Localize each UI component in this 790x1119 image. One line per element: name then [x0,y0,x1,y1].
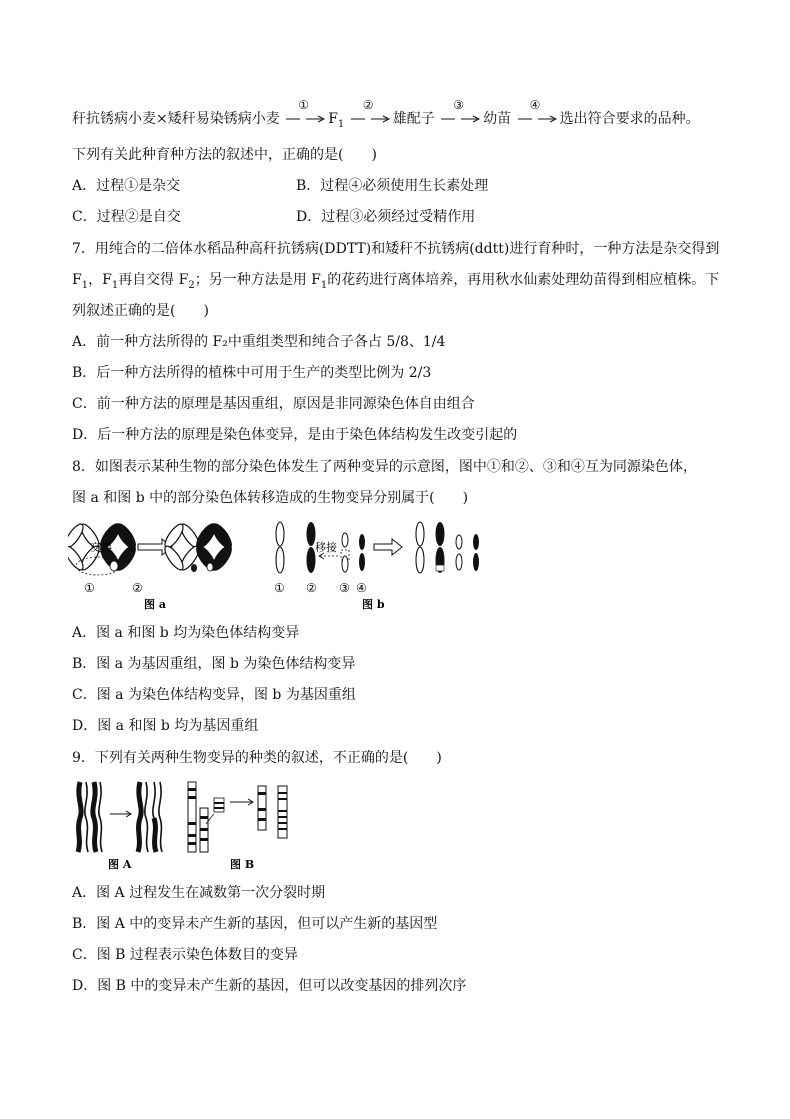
q6-option-a[interactable]: A．过程①是杂交 [72,178,181,194]
fig-B-result-chromosome-2 [278,786,287,838]
fig-A-caption: 图 A [108,858,132,870]
fig-B-caption: 图 B [230,858,255,870]
q8-option-d[interactable]: D．图 a 和图 b 均为基因重组 [72,718,259,734]
fig-b-label-2: ② [306,581,317,595]
q7-text: ，F [88,272,112,288]
q6-step-arrow-4 [516,98,560,128]
q7-text: 再自交得 F [118,272,189,288]
q6-step-num-1: ① [298,98,309,112]
q8-stem-line-1: 8．如图表示某种生物的部分染色体发生了两种变异的示意图，图中①和②、③和④互为同源染色体， [72,459,697,475]
q7-text: 的花药进行离体培养，再用秋水仙素处理幼苗得到相应植株。下 [327,272,720,288]
fig-b-result-2 [436,522,445,573]
fig-b-chromosome-3 [341,533,349,572]
fig-B-fragment [206,798,224,824]
q9-stem: 9．下列有关两种生物变异的种类的叙述，不正确的是( ) [72,750,442,766]
fig-b-label-4: ④ [356,581,367,595]
q8-option-b[interactable]: B．图 a 为基因重组，图 b 为染色体结构变异 [72,656,356,672]
q6-step-result-3: 幼苗 [483,111,512,127]
q6-step-sub-1: 1 [337,118,345,130]
q7-option-d[interactable]: D．后一种方法的原理是染色体变异，是由于染色体结构发生改变引起的 [72,427,518,443]
q7-option-c[interactable]: C．前一种方法的原理是基因重组，原因是非同源染色体自由组合 [72,396,475,412]
fig-b-chromosome-1 [276,522,284,573]
q7-stem-line-3: 列叙述正确的是( ) [72,303,209,319]
fig-b-result-1 [416,522,424,573]
fig-A-pair-before [78,782,102,852]
fig-a-label-1: ① [84,581,95,595]
q7-text: F [72,272,82,288]
fig-b-result-3 [456,535,462,570]
q6-option-b[interactable]: B．过程④必须使用生长素处理 [296,178,489,194]
q6-step-num-2: ② [362,98,374,112]
q6-option-c[interactable]: C．过程②是自交 [72,209,181,225]
fig-b-label-1: ① [274,581,285,595]
arrow-icon [110,811,131,817]
q9-option-b[interactable]: B．图 A 中的变异未产生新的基因，但可以产生新的基因型 [72,916,438,932]
q6-step-num-4: ④ [529,98,541,112]
chromosome-2-after [192,520,235,573]
q7-sub: 2 [188,279,195,291]
chromosome-1-after [162,522,202,573]
q6-scheme-line [72,98,700,130]
q6-step-result-2: 雄配子 [392,111,435,127]
q8-figure [68,520,498,612]
transfer-label: 移接 [315,541,337,554]
q7-sub: 1 [111,279,119,291]
q6-step-arrow-1 [284,98,328,128]
fig-B-chromosome-second [200,808,208,852]
q6-step-arrow-3 [439,98,483,128]
q6-scheme-start: 秆抗锈病小麦×矮秆易染锈病小麦 [72,111,280,127]
q6-option-d[interactable]: D．过程③必须经过受精作用 [296,209,476,225]
fig-a-label-2: ② [132,581,143,595]
fig-b-caption: 图 b [362,598,385,611]
fig-b-chromosome-4 [359,534,365,571]
q6-options-row-2 [72,208,476,226]
q7-sub: 1 [81,279,89,291]
q9-figure [70,778,300,870]
fig-B-chromosome-long [188,782,196,852]
fig-A-pair-after [138,782,162,852]
q6-step-result-4: 选出符合要求的品种。 [559,111,700,127]
q6-question: 下列有关此种育种方法的叙述中，正确的是( ) [72,147,377,163]
dash-arrow-icon [284,114,328,124]
q6-step-arrow-2 [349,98,393,128]
fig-b-label-3: ③ [339,581,350,595]
dash-arrow-icon [516,114,560,124]
q6-step-num-3: ③ [453,98,464,112]
open-arrow-icon [374,539,402,555]
q7-text: ；另一种方法是用 F [194,272,321,288]
exchange-label: 交换 [90,541,112,554]
fig-a-caption: 图 a [144,598,166,611]
q6-options-row-1 [72,177,489,195]
q8-option-c[interactable]: C．图 a 为染色体结构变异，图 b 为基因重组 [72,687,356,703]
q7-option-b[interactable]: B．后一种方法所得的植株中可用于生产的类型比例为 2/3 [72,365,432,381]
q8-option-a[interactable]: A．图 a 和图 b 均为染色体结构变异 [72,625,300,641]
fig-b-result-4 [473,534,479,571]
arrow-icon [230,799,253,805]
fig-B-result-chromosome-1 [258,786,266,830]
q7-option-a[interactable]: A．前一种方法所得的 F₂中重组类型和纯合子各占 5/8、1/4 [72,334,446,350]
q9-option-c[interactable]: C．图 B 过程表示染色体数目的变异 [72,947,298,963]
q7-stem-line-2 [72,271,719,289]
dash-arrow-icon [349,114,393,124]
q9-option-a[interactable]: A．图 A 过程发生在减数第一次分裂时期 [72,885,326,901]
q7-stem-line-1: 7．用纯合的二倍体水稻品种高秆抗锈病(DDTT)和矮秆不抗锈病(ddtt)进行育种时，一种方法是杂交得到 [72,241,720,257]
q8-stem-line-2: 图 a 和图 b 中的部分染色体转移造成的生物变异分别属于( ) [72,490,469,506]
dash-arrow-icon [439,114,483,124]
q6-step-result-1: F [328,111,338,127]
q7-sub: 1 [320,279,328,291]
q9-option-d[interactable]: D．图 B 中的变异未产生新的基因，但可以改变基因的排列次序 [72,978,467,994]
